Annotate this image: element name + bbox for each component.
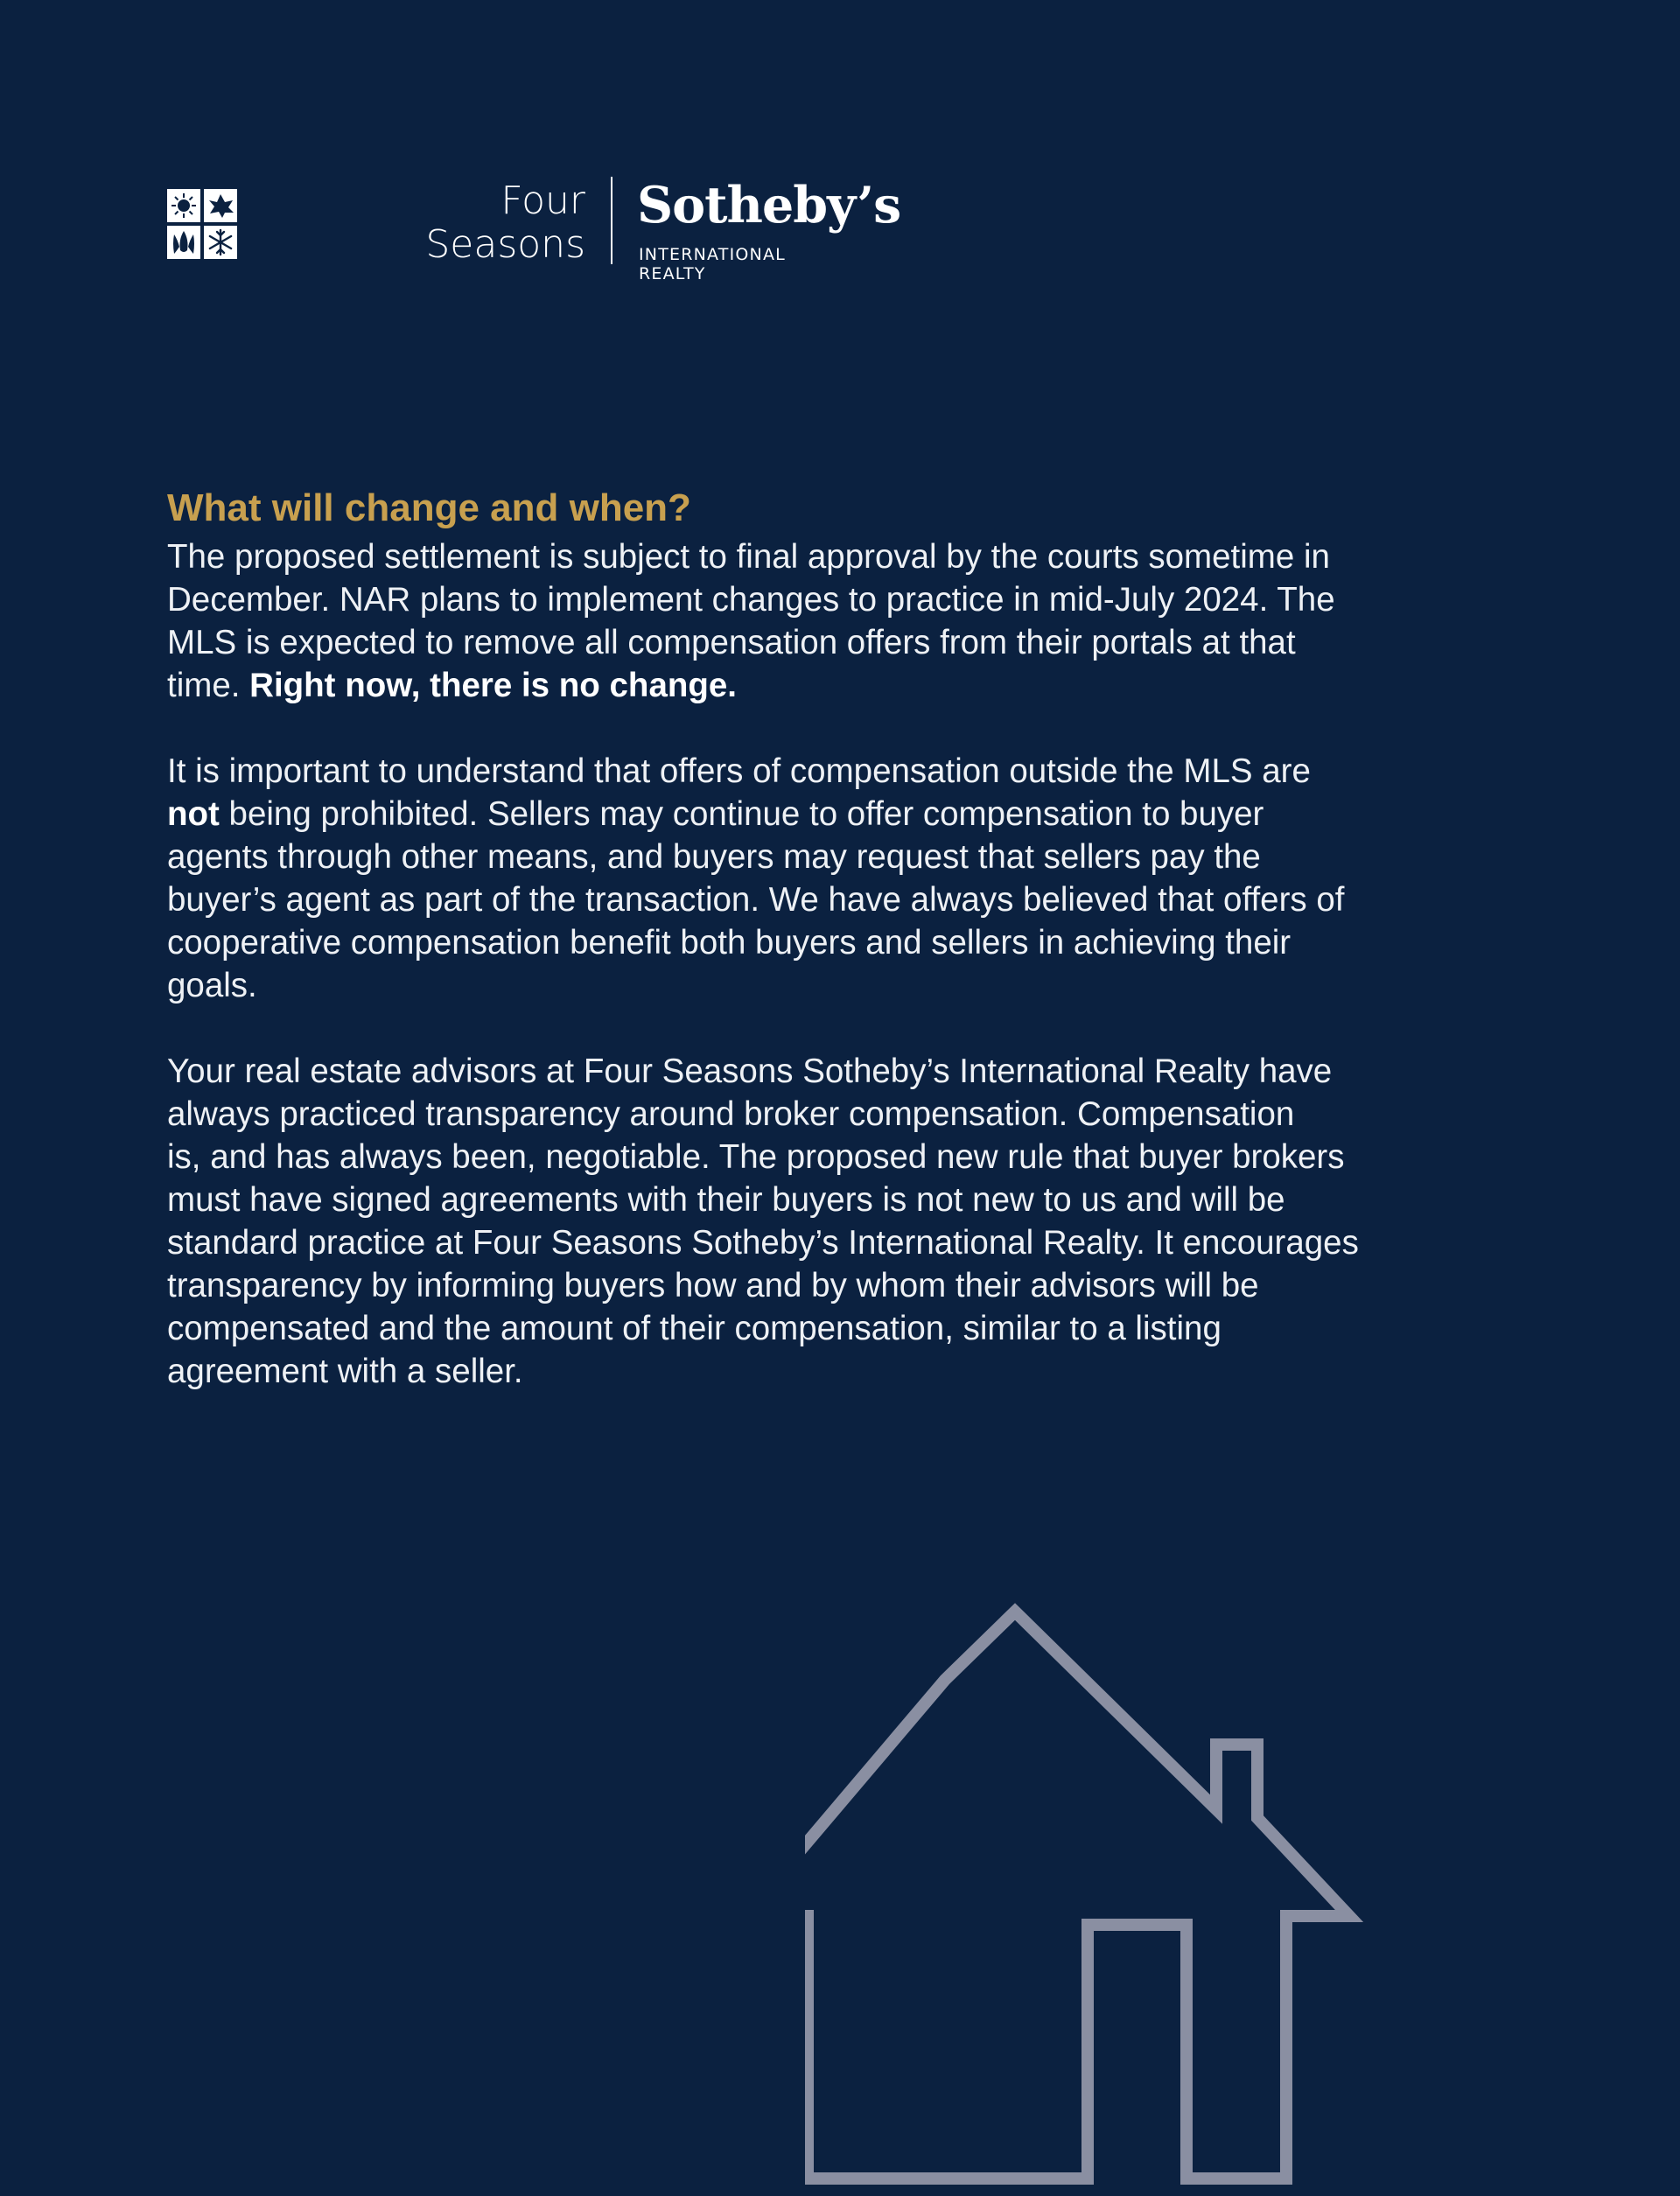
house-outline-icon <box>805 1601 1365 2196</box>
bold-emphasis: not <box>167 795 220 833</box>
four-seasons-mark-icon <box>167 189 237 259</box>
text-line: agreement with a seller. <box>167 1353 523 1390</box>
sun-icon <box>172 193 196 218</box>
text-line: must have signed agreements with their buyers is not new to us and will be <box>167 1181 1285 1219</box>
text-line: MLS is expected to remove all compensation offers from their portals at that <box>167 624 1296 661</box>
text-line: buyer’s agent as part of the transaction. We have always believed that offers of <box>167 881 1345 919</box>
paragraph-settlement <box>167 535 1480 707</box>
logo-brand-sothebys: Sotheby’s <box>637 176 901 234</box>
text-line: cooperative compensation benefit both buyers and sellers in achieving their <box>167 924 1292 962</box>
text-line: standard practice at Four Seasons Sotheby’s International Realty. It encourages <box>167 1224 1359 1262</box>
text-fragment: time. <box>167 667 250 704</box>
text-line <box>167 793 1480 836</box>
text-line: December. NAR plans to implement changes to practice in mid-July 2024. The <box>167 581 1335 619</box>
text-line: transparency by informing buyers how and by whom their advisors will be <box>167 1267 1259 1304</box>
text-line: It is important to understand that offers of compensation outside the MLS are <box>167 752 1311 790</box>
section-heading: What will change and when? <box>167 486 691 529</box>
text-line: is, and has always been, negotiable. The proposed new rule that buyer brokers <box>167 1138 1345 1176</box>
logo-seasons-text: Seasons <box>425 222 585 267</box>
text-line: The proposed settlement is subject to final approval by the courts sometime in <box>167 538 1330 576</box>
paragraph-compensation-outside-mls <box>167 750 1480 1007</box>
text-line: always practiced transparency around broker compensation. Compensation <box>167 1095 1295 1133</box>
logo-wordmark-four-seasons <box>260 179 585 267</box>
article-section <box>167 481 1480 1393</box>
text-line: compensated and the amount of their compensation, similar to a listing <box>167 1310 1222 1347</box>
text-fragment: being prohibited. Sellers may continue to offer compensation to buyer <box>219 795 1264 833</box>
text-line: goals. <box>167 967 257 1004</box>
bold-emphasis: Right now, there is no change. <box>249 667 737 704</box>
text-line: Your real estate advisors at Four Seasons Sotheby’s International Realty have <box>167 1053 1333 1090</box>
logo-tagline: INTERNATIONAL REALTY <box>639 245 786 283</box>
text-line: agents through other means, and buyers may request that sellers pay the <box>167 838 1261 876</box>
logo-four-text: Four <box>500 178 585 223</box>
paragraph-advisors-transparency <box>167 1050 1480 1393</box>
logo-divider <box>611 177 612 264</box>
text-line <box>167 664 1480 707</box>
